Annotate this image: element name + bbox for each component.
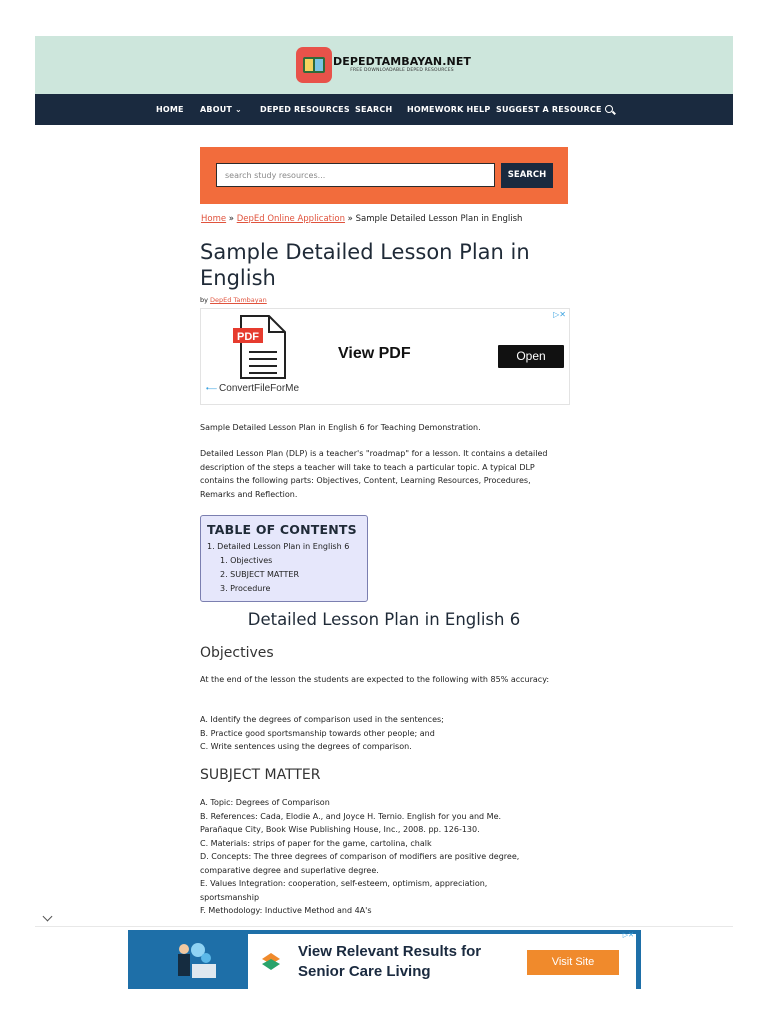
objective-item: C. Write sentences using the degrees of comparison. (200, 742, 412, 751)
search-button[interactable]: SEARCH (501, 163, 553, 188)
bottom-ad-headline[interactable] (298, 942, 481, 982)
subject-line: C. Materials: strips of paper for the game, cartolina, chalk (200, 838, 432, 848)
subject-line: sportsmanship (200, 892, 260, 902)
breadcrumb-separator: » (226, 214, 237, 224)
subject-line: Parañaque City, Book Wise Publishing House, Inc., 2008. pp. 126-130. (200, 825, 480, 834)
toc-item[interactable]: 1. Detailed Lesson Plan in English 6 (207, 542, 350, 551)
toc-item[interactable]: 3. Procedure (220, 584, 271, 593)
ad-banner-pdf[interactable] (200, 308, 570, 405)
ad-headline[interactable]: View PDF (338, 345, 411, 362)
subject-matter-heading: SUBJECT MATTER (200, 767, 321, 783)
subject-line: B. References: Cada, Elodie A., and Joyce H. Ternio. English for you and Me. (200, 811, 502, 821)
toc-item[interactable]: 1. Objectives (220, 556, 273, 565)
ad-open-button[interactable]: Open (498, 345, 564, 368)
table-of-contents (200, 515, 368, 602)
book-logo-icon (296, 47, 332, 83)
nav-home[interactable]: HOME (156, 105, 184, 114)
subject-line: comparative degree and superlative degree. (200, 865, 379, 875)
objectives-intro: At the end of the lesson the students are expected to the following with 85% accuracy: (200, 675, 550, 684)
subject-line: D. Concepts: The three degrees of comparison of modifiers are positive degree, (200, 852, 520, 861)
objective-item: B. Practice good sportsmanship towards other people; and (200, 728, 435, 738)
subject-line: F. Methodology: Inductive Method and 4A's (200, 906, 372, 915)
byline-prefix: by (200, 296, 211, 304)
toc-item[interactable]: 2. SUBJECT MATTER (220, 570, 300, 579)
pdf-file-icon (233, 314, 287, 380)
ad-advertiser[interactable] (206, 383, 299, 394)
subject-line: E. Values Integration: cooperation, self-esteem, optimism, appreciation, (200, 879, 488, 888)
breadcrumb-home-link[interactable]: Home (201, 214, 227, 224)
main-nav (35, 94, 733, 125)
advertiser-dot-icon: •— (206, 384, 220, 393)
lesson-plan-heading: Detailed Lesson Plan in English 6 (247, 610, 521, 629)
bottom-ad-banner[interactable] (35, 926, 733, 989)
breadcrumb-current: Sample Detailed Lesson Plan in English (355, 214, 523, 224)
bottom-ad-headline-line1: View Relevant Results for (298, 943, 482, 960)
search-icon[interactable] (605, 105, 613, 113)
advertiser-name: ConvertFileForMe (219, 383, 300, 394)
nav-search[interactable]: SEARCH (355, 105, 393, 114)
bottom-ad-headline-line2: Senior Care Living (298, 963, 431, 980)
pdf-icon-label: PDF (237, 331, 259, 343)
breadcrumb-separator: » (344, 214, 356, 224)
advertiser-logo-icon (260, 951, 282, 973)
nav-about[interactable]: ABOUT ⌄ (200, 105, 242, 114)
senior-care-image (146, 936, 236, 988)
nav-homework-help[interactable]: HOMEWORK HELP (407, 105, 491, 114)
chevron-down-icon[interactable] (43, 912, 53, 922)
site-logo[interactable] (296, 47, 471, 83)
search-box (200, 147, 568, 204)
toc-title: TABLE OF CONTENTS (207, 522, 357, 537)
subject-line: A. Topic: Degrees of Comparison (200, 798, 330, 807)
visit-site-button[interactable]: Visit Site (527, 950, 619, 975)
bottom-ad-content (248, 931, 636, 989)
author-link[interactable]: DepEd Tambayan (210, 296, 267, 304)
intro-paragraph: Sample Detailed Lesson Plan in English 6 for Teaching Demonstration. (200, 423, 481, 432)
site-name: DEPEDTAMBAYAN.NET (333, 55, 472, 68)
ad-choices-icon[interactable]: ▷✕ (622, 931, 634, 939)
objectives-heading: Objectives (200, 645, 274, 661)
breadcrumb-category-link[interactable]: DepEd Online Application (236, 214, 345, 224)
site-header (35, 36, 733, 94)
byline (200, 296, 267, 304)
description-paragraph: Detailed Lesson Plan (DLP) is a teacher's "roadmap" for a lesson. It contains a detailed description of the steps a teacher will take to teach a particular topic. A typical DLP contains the following parts: Objectives, Content, Learning Resources, Procedures, Remarks and Reflection. (200, 449, 548, 499)
bottom-ad-frame (128, 930, 641, 989)
logo-text (333, 56, 471, 74)
search-input[interactable] (216, 163, 495, 187)
site-tagline: FREE DOWNLOADABLE DEPED RESOURCES (350, 68, 454, 73)
ad-choices-icon[interactable]: ▷✕ (553, 310, 566, 319)
nav-suggest-resource[interactable]: SUGGEST A RESOURCE (496, 105, 602, 114)
page-title: Sample Detailed Lesson Plan in English (200, 240, 530, 290)
objective-item: A. Identify the degrees of comparison used in the sentences; (200, 715, 444, 724)
nav-deped-resources[interactable]: DEPED RESOURCES (260, 105, 350, 114)
breadcrumb (201, 214, 522, 224)
